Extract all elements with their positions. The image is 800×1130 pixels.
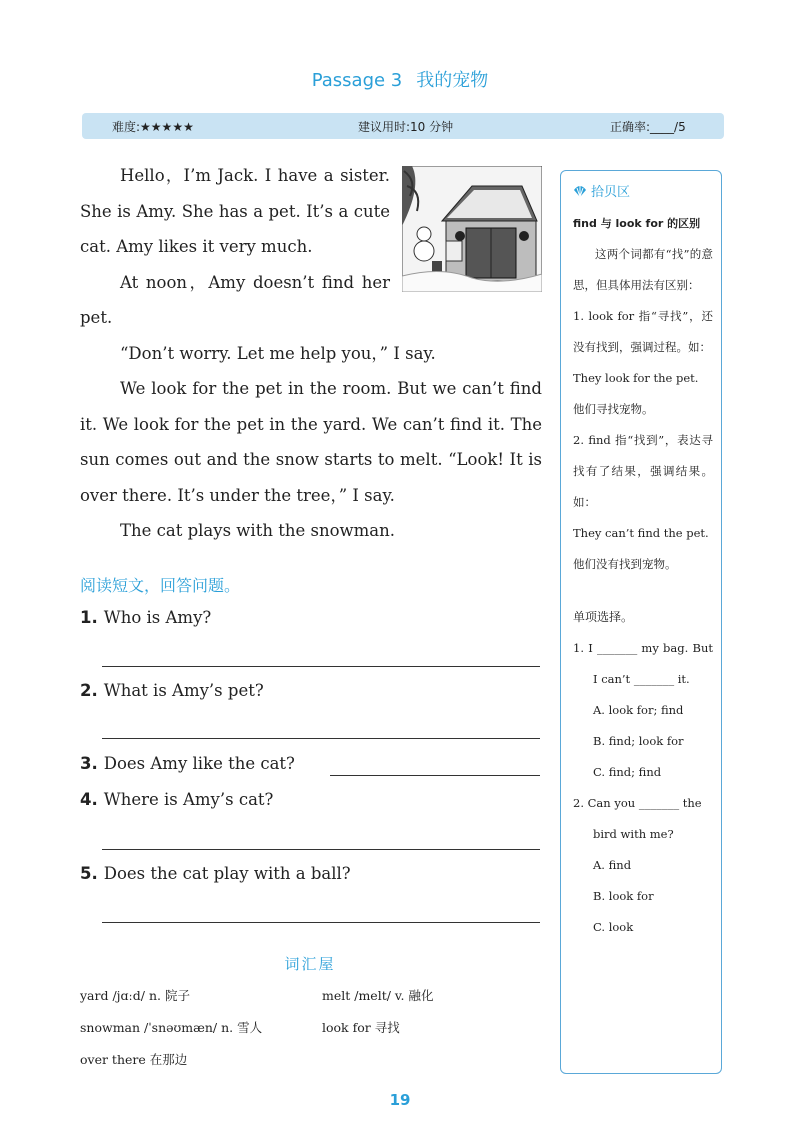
sidebar-q1-option-c[interactable]: C. find; find [593,765,662,779]
sidebar-tips [560,170,722,1074]
sidebar-example-2-cn: 他们没有找到宠物。 [573,557,677,571]
question-4: 4. Where is Amy’s cat? [80,790,274,809]
suggested-time: 建议用时:10 分钟 [358,120,454,134]
vocab-item-over-there: over there 在那边 [80,1052,188,1067]
question-5: 5. Does the cat play with a ball? [80,864,351,883]
shell-icon [573,184,587,198]
sidebar-choice-header: 单项选择。 [573,610,634,624]
sidebar-point-1: 1. look for 指“寻找”，还没有找到，强调过程。如： [573,309,713,354]
sidebar-q2-option-c[interactable]: C. look [593,920,634,934]
paragraph-4: We look for the pet in the room. But we can’t find it. We look for the pet in the yard. We can’t find it. The sun comes out and the snow starts to melt. “Look! It is over there. It’s under the tree，” I say. [80,379,542,505]
snow-house-illustration [402,166,542,292]
questions-header: 阅读短文，回答问题。 [80,576,241,595]
difficulty: 难度:★★★★★ [112,120,194,134]
answer-line-1[interactable] [102,666,540,667]
sidebar-q2-option-a[interactable]: A. find [593,858,632,872]
answer-line-2[interactable] [102,738,540,739]
answer-line-5[interactable] [102,922,540,923]
sidebar-example-1-cn: 他们寻找宠物。 [573,402,654,416]
sidebar-intro: 这两个词都有“找”的意思，但具体用法有区别： [573,247,713,292]
answer-line-3[interactable] [330,775,540,776]
sidebar-example-2-en: They can’t find the pet. [573,526,709,540]
sidebar-point-2: 2. find 指“找到”，表达寻找有了结果，强调结果。如： [573,433,713,509]
paragraph-5: The cat plays with the snowman. [120,521,395,540]
question-1: 1. Who is Amy? [80,608,212,627]
vocab-item-yard: yard /jɑːd/ n. 院子 [80,988,190,1003]
sidebar-choice-q1: 1. I _______ my bag. But I can’t _______ it. [573,641,713,686]
paragraph-2: At noon，Amy doesn’t find her pet. [80,272,390,327]
answer-line-4[interactable] [102,849,540,850]
passage-title: Passage 3 我的宠物 [311,70,489,91]
info-bar [82,113,724,139]
sidebar-q1-option-a[interactable]: A. look for; find [593,703,684,717]
vocab-item-look-for: look for 寻找 [322,1020,400,1035]
vocab-title: 词汇屋 [284,955,336,973]
sidebar-title: 拾贝区 [573,177,713,208]
question-2: 2. What is Amy’s pet? [80,681,264,700]
sidebar-q1-option-b[interactable]: B. find; look for [593,734,684,748]
passage-body [80,158,542,549]
sidebar-subtitle: find 与 look for 的区别 [573,217,701,230]
question-3: 3. Does Amy like the cat? [80,754,295,773]
paragraph-1: Hello，I’m Jack. I have a sister. She is Amy. She has a pet. It’s a cute cat. Amy likes it very much. [80,166,390,256]
paragraph-3: “Don’t worry. Let me help you，” I say. [120,343,436,363]
vocab-item-melt: melt /melt/ v. 融化 [322,988,434,1003]
vocab-item-snowman: snowman /ˈsnəʊmæn/ n. 雪人 [80,1020,263,1035]
sidebar-example-1-en: They look for the pet. [573,371,699,385]
sidebar-q2-option-b[interactable]: B. look for [593,889,654,903]
accuracy: 正确率:____/5 [610,120,686,134]
page-number: 19 [389,1091,411,1109]
sidebar-choice-q2: 2. Can you _______ the bird with me? [573,796,702,841]
